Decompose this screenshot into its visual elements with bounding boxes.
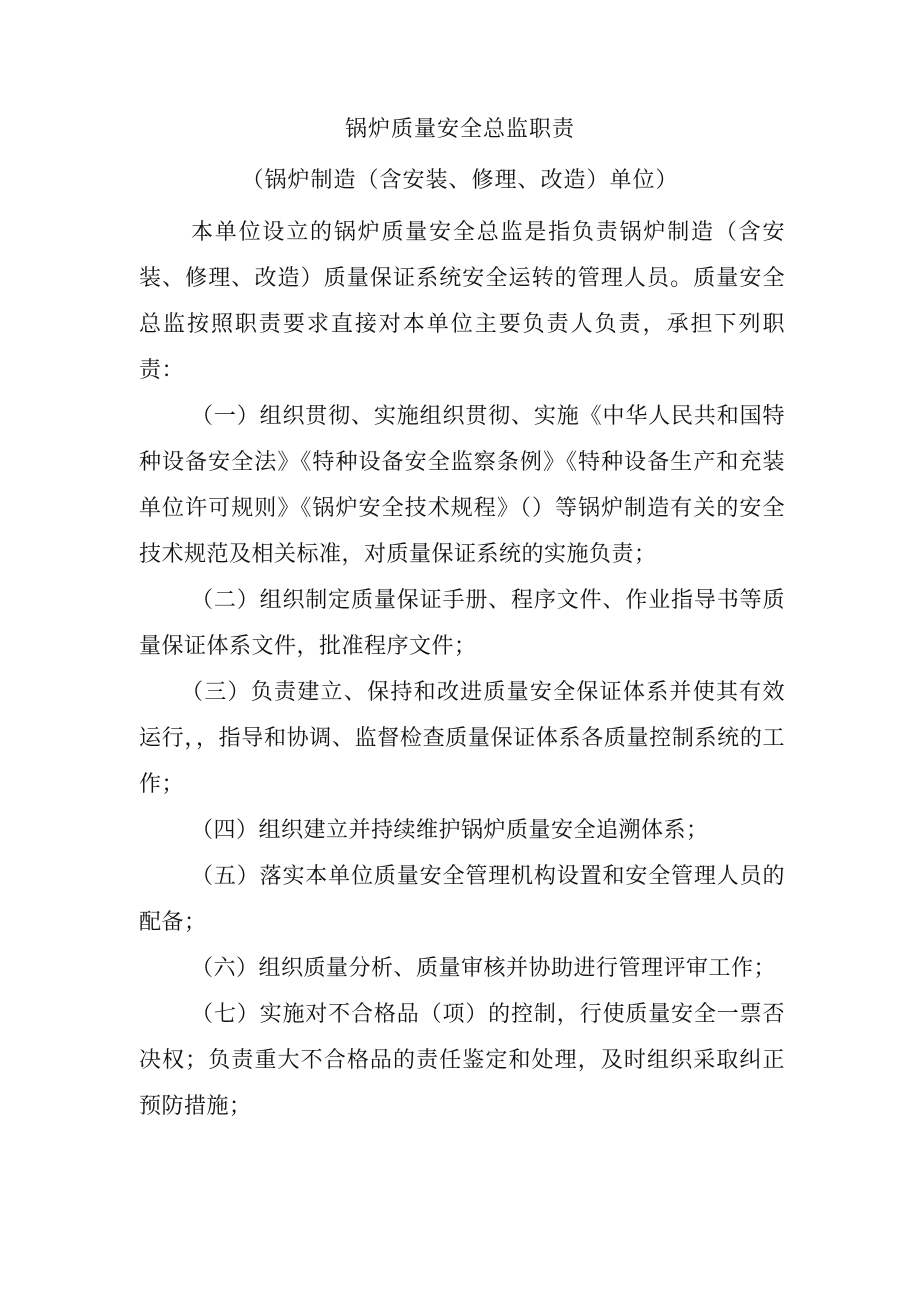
intro-paragraph: 本单位设立的锅炉质量安全总监是指负责锅炉制造（含安装、修理、改造）质量保证系统安全运转的管理人员。质量安全总监按照职责要求直接对本单位主要负责人负责，承担下列职责： (139, 220, 785, 383)
duty-item-4: （四）组织建立并持续维护锅炉质量安全追溯体系； (191, 818, 709, 843)
duty-item-6: （六）组织质量分析、质量审核并协助进行管理评审工作； (191, 956, 777, 981)
document-subtitle: （锅炉制造（含安装、修理、改造）单位） (241, 168, 679, 193)
duty-item-5: （五）落实本单位质量安全管理机构设置和安全管理人员的配备； (139, 864, 785, 935)
duty-item-1: （一）组织贯彻、实施组织贯彻、实施《中华人民共和国特种设备安全法》《特种设备安全监察条例》《特种设备生产和充装单位许可规则》《锅炉安全技术规程》（）等锅炉制造有关的安全技术规范及相关标准，对质量保证系统的实施负责； (139, 404, 785, 567)
document-body (139, 210, 785, 1130)
duty-item-7: （七）实施对不合格品（项）的控制，行使质量安全一票否决权；负责重大不合格品的责任鉴定和处理，及时组织采取纠正预防措施； (139, 1002, 785, 1119)
duty-item-2: （二）组织制定质量保证手册、程序文件、作业指导书等质量保证体系文件，批准程序文件； (139, 588, 785, 659)
document-title: 锅炉质量安全总监职责 (344, 117, 575, 142)
duty-item-3: （三）负责建立、保持和改进质量安全保证体系并使其有效运行，，指导和协调、监督检查质量保证体系各质量控制系统的工作； (139, 680, 785, 797)
